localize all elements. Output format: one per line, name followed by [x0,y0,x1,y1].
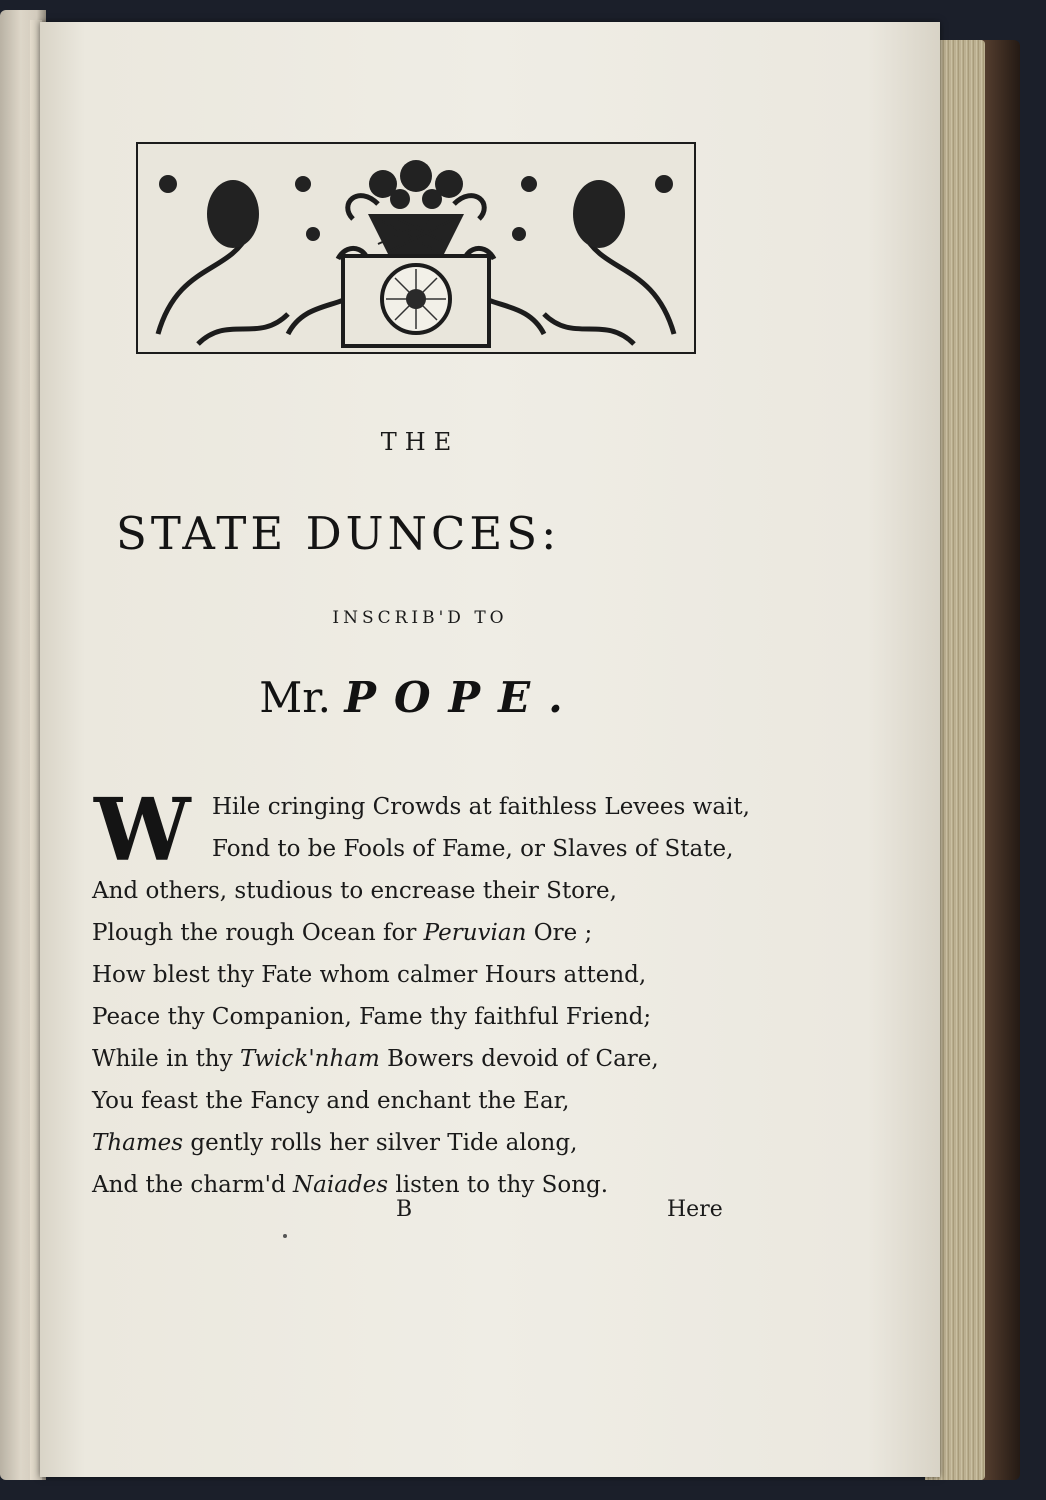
poem-line: You feast the Fancy and enchant the Ear, [92,1088,570,1114]
poem-line: Hile cringing Crowds at faithless Levees wait, [212,794,750,820]
signature-mark: B [396,1197,413,1222]
page-speck [283,1234,287,1238]
poem-line: And others, studious to encrease their Store, [92,878,617,904]
poem-line: Peace thy Companion, Fame thy faithful Friend; [92,1004,652,1030]
poem-line: And the charm'd Naiades listen to thy Song. [92,1172,609,1198]
book-cover [980,40,1020,1480]
catchword: Here [667,1197,723,1222]
title-article: THE [380,428,460,456]
dedicatee-honorific: Mr. [259,673,332,722]
poem-text [92,780,752,1206]
drop-cap: W [94,780,191,881]
poem-line: Thames gently rolls her silver Tide along, [92,1130,578,1156]
page-title: STATE DUNCES: [116,507,561,560]
poem-line: Plough the rough Ocean for Peruvian Ore ; [92,920,593,946]
poem-line: Fond to be Fools of Fame, or Slaves of State, [212,836,734,862]
dedicatee [0,673,840,722]
dedication-line: INSCRIB'D TO [332,608,508,628]
headpiece-ornament [136,142,696,354]
poem-line: How blest thy Fate whom calmer Hours attend, [92,962,647,988]
poem-line: While in thy Twick'nham Bowers devoid of Care, [92,1046,659,1072]
dedicatee-name: POPE. [344,673,581,722]
